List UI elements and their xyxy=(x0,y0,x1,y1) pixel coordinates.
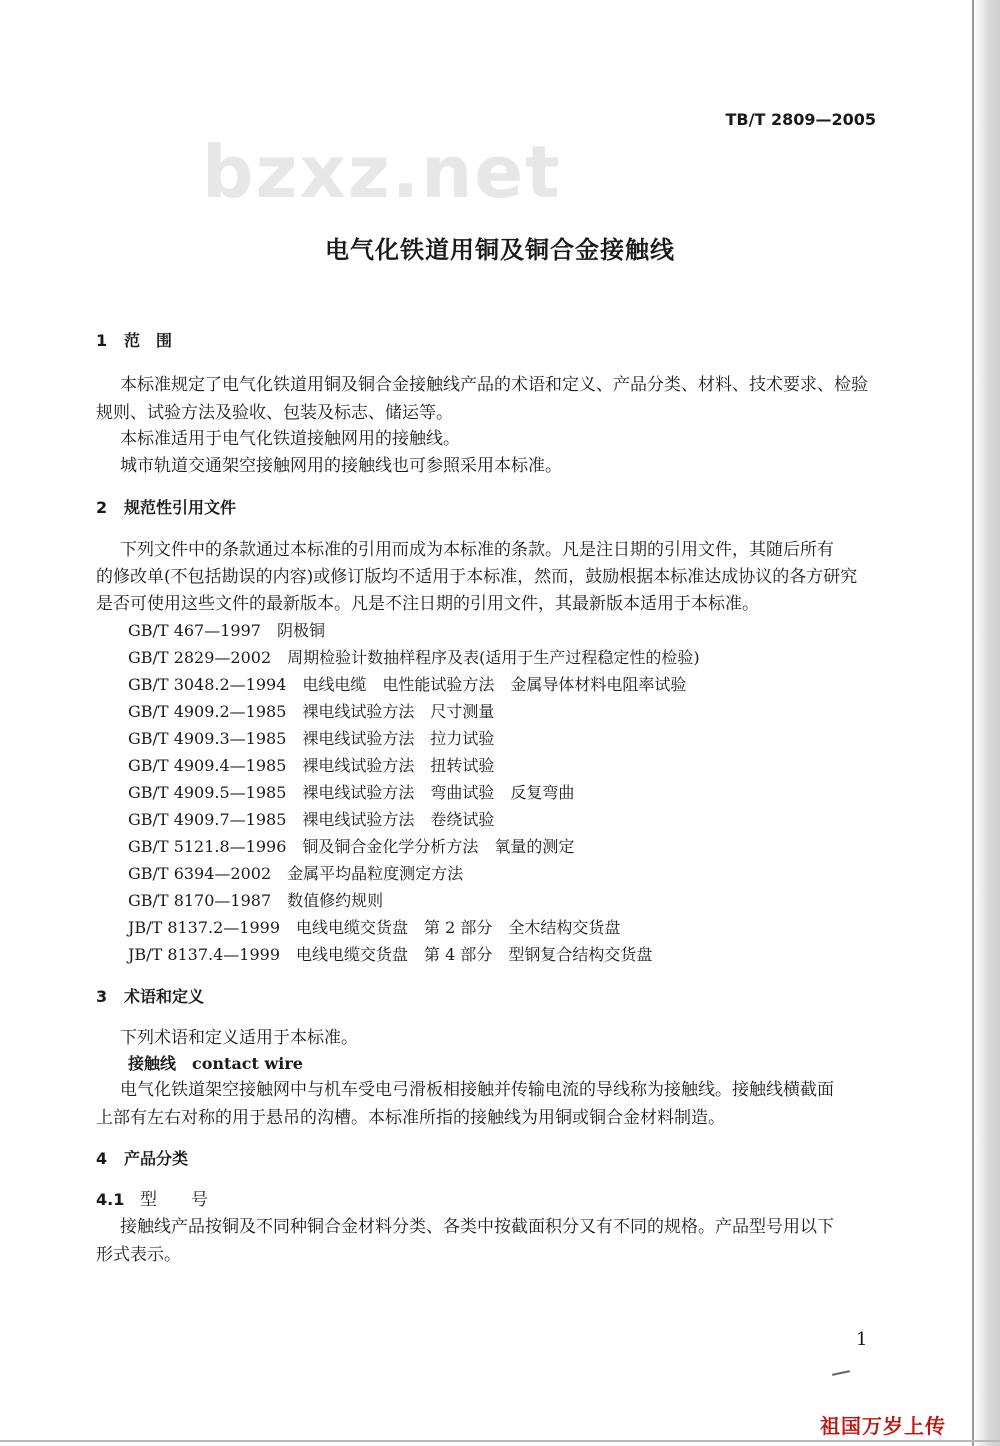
section-title: 型 号 xyxy=(140,1190,208,1210)
reference-item: GB/T 3048.2—1994 电线电缆 电性能试验方法 金属导体材料电阻率试验 xyxy=(128,675,687,694)
reference-item: GB/T 4909.2—1985 裸电线试验方法 尺寸测量 xyxy=(128,702,495,721)
section-title: 术语和定义 xyxy=(124,987,205,1006)
paragraph-line: 规则、试验方法及验收、包装及标志、储运等。 xyxy=(96,403,453,423)
reference-item: GB/T 467—1997 阴极铜 xyxy=(128,621,325,640)
watermark: bzxz.net xyxy=(202,130,562,214)
paragraph-line: 是否可使用这些文件的最新版本。凡是不注日期的引用文件，其最新版本适用于本标准。 xyxy=(96,594,759,614)
reference-item: GB/T 4909.3—1985 裸电线试验方法 拉力试验 xyxy=(128,729,495,748)
subsection-heading-4-1 xyxy=(96,1189,208,1211)
paragraph-line: 上部有左右对称的用于悬吊的沟槽。本标准所指的接触线为用铜或铜合金材料制造。 xyxy=(96,1108,725,1128)
section-heading-2 xyxy=(96,497,236,519)
scan-mark xyxy=(832,1370,850,1376)
reference-item: GB/T 5121.8—1996 铜及铜合金化学分析方法 氧量的测定 xyxy=(128,837,575,856)
page-number: 1 xyxy=(856,1329,868,1350)
reference-item: GB/T 6394—2002 金属平均晶粒度测定方法 xyxy=(128,864,464,883)
reference-item: JB/T 8137.2—1999 电线电缆交货盘 第 2 部分 全木结构交货盘 xyxy=(128,918,621,937)
scan-bottom-edge xyxy=(0,1440,1000,1442)
section-title: 产品分类 xyxy=(124,1149,189,1168)
section-heading-1 xyxy=(96,330,172,352)
term-heading: 接触线 contact wire xyxy=(128,1054,303,1073)
reference-item: GB/T 4909.4—1985 裸电线试验方法 扭转试验 xyxy=(128,756,495,775)
paragraph-line: 下列术语和定义适用于本标准。 xyxy=(120,1028,358,1048)
scan-edge-shadow xyxy=(974,0,1000,1446)
reference-item: GB/T 4909.5—1985 裸电线试验方法 弯曲试验 反复弯曲 xyxy=(128,783,575,802)
paragraph-line: 接触线产品按铜及不同种铜合金材料分类、各类中按截面积分又有不同的规格。产品型号用以下 xyxy=(120,1217,834,1237)
section-title: 规范性引用文件 xyxy=(124,498,237,517)
section-heading-4 xyxy=(96,1148,188,1170)
section-number: 4 xyxy=(96,1149,108,1168)
paragraph-line: 电气化铁道架空接触网中与机车受电弓滑板相接触并传输电流的导线称为接触线。接触线横截面 xyxy=(120,1080,834,1100)
paragraph-line: 本标准规定了电气化铁道用铜及铜合金接触线产品的术语和定义、产品分类、材料、技术要求、检验 xyxy=(120,375,868,395)
paragraph-line: 城市轨道交通架空接触网用的接触线也可参照采用本标准。 xyxy=(120,456,562,476)
section-heading-3 xyxy=(96,986,204,1008)
paragraph-line: 本标准适用于电气化铁道接触网用的接触线。 xyxy=(120,429,460,449)
section-number: 2 xyxy=(96,498,108,517)
paragraph-line: 形式表示。 xyxy=(96,1245,181,1265)
reference-item: GB/T 2829—2002 周期检验计数抽样程序及表(适用于生产过程稳定性的检验) xyxy=(128,648,700,667)
reference-item: GB/T 4909.7—1985 裸电线试验方法 卷绕试验 xyxy=(128,810,495,829)
section-title: 范 围 xyxy=(124,331,173,350)
reference-item: JB/T 8137.4—1999 电线电缆交货盘 第 4 部分 型钢复合结构交货盘 xyxy=(128,945,653,964)
paragraph-line: 的修改单(不包括勘误的内容)或修订版均不适用于本标准，然而，鼓励根据本标准达成协议的各方研究 xyxy=(96,567,858,587)
paragraph-line: 下列文件中的条款通过本标准的引用而成为本标准的条款。凡是注日期的引用文件，其随后所有 xyxy=(120,540,834,560)
section-number: 4.1 xyxy=(96,1190,125,1209)
reference-item: GB/T 8170—1987 数值修约规则 xyxy=(128,891,384,910)
standard-code: TB/T 2809—2005 xyxy=(725,110,876,129)
section-number: 3 xyxy=(96,987,108,1006)
document-title: 电气化铁道用铜及铜合金接触线 xyxy=(325,236,675,264)
uploader-stamp: 祖国万岁上传 xyxy=(820,1414,946,1438)
section-number: 1 xyxy=(96,331,108,350)
